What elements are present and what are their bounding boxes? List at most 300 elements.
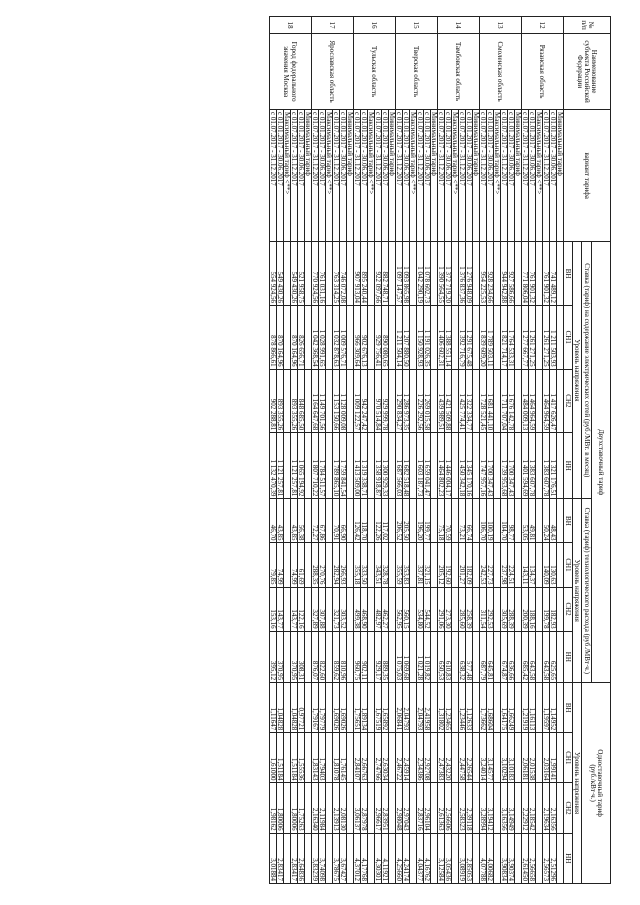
header-tech bbox=[582, 499, 592, 683]
tariff-value: 2,92708 bbox=[424, 733, 431, 783]
tariff-value: 370,95 bbox=[291, 631, 298, 683]
tariff-value: 1 207 880,50 bbox=[403, 305, 410, 369]
region-name: Тамбовская область bbox=[438, 34, 480, 110]
tariff-variant: с 01.07.2017 - 31.12.2017 bbox=[333, 110, 340, 242]
table-row bbox=[361, 17, 368, 884]
tariff-variant: Минимальный тариф bbox=[473, 110, 480, 242]
tariff-value: 1 383 607,78 bbox=[529, 433, 536, 499]
tariff-value: 1,55536 bbox=[298, 733, 305, 783]
tariff-value: 2,83716 bbox=[417, 783, 424, 833]
region-name: Ярославская область bbox=[312, 34, 354, 110]
tariff-value: 199,78 bbox=[543, 587, 550, 631]
tariff-value: 1,98162 bbox=[270, 783, 277, 833]
table-row bbox=[487, 17, 494, 884]
tariff-value: 291,06 bbox=[438, 587, 445, 631]
tariff-value: 638,32 bbox=[459, 631, 466, 683]
tariff-value: 327,89 bbox=[312, 587, 319, 631]
table-row bbox=[452, 17, 459, 884]
tariff-value: 1 149 701,56 bbox=[319, 369, 326, 433]
tariff-value: 308,31 bbox=[298, 631, 305, 683]
tariff-value: 1 093 865,98 bbox=[403, 242, 410, 306]
tariff-value: 1 153 150,66 bbox=[333, 369, 340, 433]
header-level-maint-1: СН1 bbox=[564, 305, 573, 369]
tariff-value: 182,09 bbox=[466, 543, 473, 587]
tariff-value: 1 097 147,57 bbox=[396, 242, 403, 306]
tariff-variant: с 01.01.2017 - 30.06.2017 bbox=[529, 110, 536, 242]
tariff-value: 66,74 bbox=[466, 499, 473, 543]
region-number: 12 bbox=[522, 17, 564, 34]
tariff-value: 1,83143 bbox=[312, 733, 319, 783]
tariff-value: 1 446 004,17 bbox=[445, 433, 452, 499]
tariff-value: 687,79 bbox=[480, 631, 487, 683]
region-name: Тверская область bbox=[396, 34, 438, 110]
tariff-value: 3,90374 bbox=[508, 833, 515, 883]
tariff-value: 1 839 609,20 bbox=[480, 305, 487, 369]
tariff-variant: Максимальный тариф <**> bbox=[494, 110, 501, 242]
tariff-value: 288,35 bbox=[312, 543, 319, 587]
tariff-variant: с 01.01.2017 - 30.06.2017 bbox=[298, 110, 305, 242]
table-row bbox=[550, 17, 557, 884]
tariff-value: 1,80006 bbox=[277, 783, 284, 833]
tariff-variant: Минимальный тариф bbox=[557, 110, 564, 242]
table-row bbox=[340, 17, 347, 884]
tariff-value: 1 417 626,47 bbox=[550, 369, 557, 433]
table-row bbox=[536, 17, 543, 884]
tariff-value: 140,09 bbox=[543, 543, 550, 587]
tariff-value: 2,13913 bbox=[333, 783, 340, 833]
tariff-value: 1,79779 bbox=[319, 683, 326, 733]
tariff-value: 343,51 bbox=[375, 543, 382, 587]
tariff-value: 1 065 194,92 bbox=[298, 433, 305, 499]
tariff-value: 1 191 026,35 bbox=[424, 305, 431, 369]
tariff-value: 929 999,78 bbox=[382, 369, 389, 433]
tariff-value: 134,37 bbox=[529, 543, 536, 587]
tariff-value: 771 806,04 bbox=[522, 242, 529, 306]
tariff-variant: Максимальный тариф <**> bbox=[326, 110, 333, 242]
tariff-value: 1 747 957,16 bbox=[480, 433, 487, 499]
tariff-value: 2,83951 bbox=[382, 783, 389, 833]
tariff-value: 1 784 511,57 bbox=[319, 433, 326, 499]
tariff-value: 205,50 bbox=[403, 499, 410, 543]
tariff-value: 1 682 518,48 bbox=[403, 433, 410, 499]
tariff-variant: с 01.07.2017 - 31.12.2017 bbox=[291, 110, 298, 242]
tariff-variant: с 01.01.2017 - 30.06.2017 bbox=[403, 110, 410, 242]
tariff-value: 1 069,68 bbox=[403, 631, 410, 683]
tariff-value: 303,52 bbox=[340, 587, 347, 631]
tariff-value bbox=[557, 833, 564, 883]
tariff-value: 2,56606 bbox=[445, 783, 452, 833]
tariff-value: 227,73 bbox=[487, 543, 494, 587]
tariff-value: 70,59 bbox=[445, 499, 452, 543]
tariff-value: 355,18 bbox=[354, 543, 361, 587]
tariff-value: 499,38 bbox=[354, 587, 361, 631]
tariff-variant: с 01.01.2017 - 30.06.2017 bbox=[508, 110, 515, 242]
tariff-value: 534,80 bbox=[417, 587, 424, 631]
tariff-value: 1,51184 bbox=[277, 733, 284, 783]
tariff-value: 2,41958 bbox=[424, 683, 431, 733]
tariff-variant: Минимальный тариф bbox=[515, 110, 522, 242]
tariff-variant: с 01.07.2017 - 31.12.2017 bbox=[438, 110, 445, 242]
tariff-value: 1 269 015,58 bbox=[424, 369, 431, 433]
tariff-value: 1,66249 bbox=[508, 683, 515, 733]
tariff-value bbox=[557, 369, 564, 433]
tariff-value: 1,81078 bbox=[333, 733, 340, 783]
tariff-value: 126,42 bbox=[354, 499, 361, 543]
tariff-value: 2,01538 bbox=[529, 733, 536, 783]
tariff-value bbox=[557, 499, 564, 543]
tariff-value: 2,96617 bbox=[375, 783, 382, 833]
tariff-value: 929 756,41 bbox=[375, 305, 382, 369]
tariff-value: 205,12 bbox=[438, 543, 445, 587]
tariff-value: 1 276 948,09 bbox=[466, 242, 473, 306]
header-single bbox=[582, 683, 611, 884]
tariff-value: 104,70 bbox=[501, 499, 508, 543]
header-tech-unit: (руб./МВт·ч.) bbox=[583, 633, 591, 674]
tariff-value: 928 234,66 bbox=[487, 242, 494, 306]
tariff-value: 3,10294 bbox=[501, 733, 508, 783]
tariff-value: 685,42 bbox=[522, 631, 529, 683]
tariff-variant: с 01.01.2017 - 30.06.2017 bbox=[487, 110, 494, 242]
tariff-value: 1 789 503,11 bbox=[487, 305, 494, 369]
tariff-value: 3,12584 bbox=[438, 833, 445, 883]
tariff-value: 1,04828 bbox=[291, 683, 298, 733]
tariff-value: 902 288,81 bbox=[270, 369, 277, 433]
tariff-value: 3,24014 bbox=[480, 733, 487, 783]
tariff-value: 1,61000 bbox=[270, 733, 277, 783]
tariff-value: 761 031,16 bbox=[319, 242, 326, 306]
tariff-value: 2,83417 bbox=[291, 833, 298, 883]
tariff-value: 3,14949 bbox=[508, 783, 515, 833]
tariff-variant: с 01.07.2017 - 31.12.2017 bbox=[417, 110, 424, 242]
tariff-value: 130,63 bbox=[550, 543, 557, 587]
tariff-value: 1,16113 bbox=[529, 683, 536, 733]
tariff-value: 826 656,71 bbox=[298, 305, 305, 369]
tariff-value: 966 309,64 bbox=[354, 305, 361, 369]
tariff-value: 307,88 bbox=[319, 587, 326, 631]
header-level-single-2: СН2 bbox=[564, 783, 573, 833]
tariff-value: 4,00682 bbox=[487, 833, 494, 883]
header-level-single-1: СН1 bbox=[564, 733, 573, 783]
table-row bbox=[508, 17, 515, 884]
tariff-value: 643,58 bbox=[543, 631, 550, 683]
tariff-value: 1,69026 bbox=[333, 683, 340, 733]
tariff-value: 2,34386 bbox=[417, 733, 424, 783]
region-number: 16 bbox=[354, 17, 396, 34]
tariff-value: 1 028 991,65 bbox=[319, 305, 326, 369]
tariff-value: 118,70 bbox=[361, 499, 368, 543]
tariff-value: 305,69 bbox=[501, 587, 508, 631]
header-level-maint-2: СН2 bbox=[564, 369, 573, 433]
tariff-value: 643,58 bbox=[529, 631, 536, 683]
tariff-variant: с 01.01.2017 - 30.06.2017 bbox=[319, 110, 326, 242]
tariff-value: 763 314,25 bbox=[333, 242, 340, 306]
tariff-value: 1 421 509,88 bbox=[445, 369, 452, 433]
tariff-value: 1 439 989,51 bbox=[438, 369, 445, 433]
tariff-value: 72,27 bbox=[312, 499, 319, 543]
table-row bbox=[403, 17, 410, 884]
tariff-value: 882 748,71 bbox=[382, 242, 389, 306]
tariff-value: 1 821 714,17 bbox=[501, 305, 508, 369]
tariff-value: 1,51184 bbox=[291, 733, 298, 783]
tariff-value: 549 430,26 bbox=[277, 242, 284, 306]
tariff-value: 1 603 187,73 bbox=[417, 433, 424, 499]
tariff-variant: Максимальный тариф <**> bbox=[452, 110, 459, 242]
tariff-value: 1 300 929,33 bbox=[382, 433, 389, 499]
header-num: № п/п bbox=[564, 17, 611, 34]
tariff-value: 4,25660 bbox=[396, 833, 403, 883]
tariff-value: 117,02 bbox=[382, 499, 389, 543]
tariff-variant: Минимальный тариф bbox=[347, 110, 354, 242]
table-row bbox=[284, 17, 291, 884]
header-voltage-tech: Уровень напряжения bbox=[573, 499, 582, 683]
tariff-value: 1 078 602,73 bbox=[424, 242, 431, 306]
tariff-value: 770 924,56 bbox=[312, 242, 319, 306]
tariff-value: 560,15 bbox=[403, 587, 410, 631]
table-row bbox=[445, 17, 452, 884]
tariff-value: 258,39 bbox=[466, 587, 473, 631]
tariff-value: 549 430,26 bbox=[291, 242, 298, 306]
region-name: Смоленская область bbox=[480, 34, 522, 110]
tariff-value: 2,26544 bbox=[466, 733, 473, 783]
tariff-value: 1 450 342,18 bbox=[459, 433, 466, 499]
tariff-value: 143,11 bbox=[522, 543, 529, 587]
table-row bbox=[368, 17, 375, 884]
tariff-value: 1 021,28 bbox=[417, 631, 424, 683]
table-row bbox=[529, 17, 536, 884]
tariff-value bbox=[557, 733, 564, 783]
tariff-value: 43,85 bbox=[277, 499, 284, 543]
tariff-value: 2,56658 bbox=[529, 833, 536, 883]
tariff-value: 74,99 bbox=[291, 543, 298, 587]
tariff-value: 1 261 271,25 bbox=[543, 305, 550, 369]
tariff-value: 67,86 bbox=[319, 499, 326, 543]
tariff-variant: Минимальный тариф bbox=[389, 110, 396, 242]
tariff-value: 822,60 bbox=[319, 631, 326, 683]
tariff-value: 970 514,84 bbox=[375, 369, 382, 433]
header-level-tech-2: СН2 bbox=[564, 587, 573, 631]
tariff-value: 242,53 bbox=[480, 543, 487, 587]
tariff-variant: с 01.01.2017 - 30.06.2017 bbox=[361, 110, 368, 242]
tariff-variant: с 01.07.2017 - 31.12.2017 bbox=[270, 110, 277, 242]
tariff-value: 1,68604 bbox=[487, 683, 494, 733]
tariff-value: 74,99 bbox=[277, 543, 284, 587]
header-maintenance-title: Ставка (тариф) на содержание электрических сетей bbox=[583, 263, 591, 418]
tariff-variant: Минимальный тариф bbox=[305, 110, 312, 242]
tariff-value: 1 413 509,00 bbox=[354, 433, 361, 499]
tariff-value: 1 128 009,08 bbox=[340, 369, 347, 433]
table-row bbox=[375, 17, 382, 884]
tariff-value: 878 866,61 bbox=[270, 305, 277, 369]
tariff-value: 1 319 338,71 bbox=[361, 433, 368, 499]
region-number: 18 bbox=[270, 17, 312, 34]
tariff-variant: с 01.07.2017 - 31.12.2017 bbox=[501, 110, 508, 242]
table-row bbox=[382, 17, 389, 884]
tariff-variant: с 01.01.2017 - 30.06.2017 bbox=[382, 110, 389, 242]
tariff-variant: с 01.07.2017 - 31.12.2017 bbox=[312, 110, 319, 242]
tariff-value: 3,16356 bbox=[501, 783, 508, 833]
tariff-value: 870 164,96 bbox=[291, 305, 298, 369]
header-single-title: Одноставочный тариф bbox=[596, 749, 604, 817]
tariff-value: 1,64175 bbox=[501, 683, 508, 733]
tariff-variant: с 01.01.2017 - 30.06.2017 bbox=[466, 110, 473, 242]
header-two-part: Двухставочный тариф bbox=[592, 242, 611, 683]
tariff-value: 1 042 290,19 bbox=[417, 242, 424, 306]
tariff-value: 1 164 647,68 bbox=[312, 369, 319, 433]
tariff-value: 2,39118 bbox=[466, 783, 473, 833]
tariff-value: 876,07 bbox=[312, 631, 319, 683]
tariff-value: 2,74766 bbox=[375, 733, 382, 783]
tariff-value: 4,24174 bbox=[403, 833, 410, 883]
tariff-value: 1,21919 bbox=[522, 683, 529, 733]
tariff-value: 1 322 334,77 bbox=[466, 369, 473, 433]
tariff-value: 292,53 bbox=[487, 587, 494, 631]
tariff-value: 870 164,96 bbox=[277, 305, 284, 369]
region-number: 15 bbox=[396, 17, 438, 34]
tariff-value: 66,90 bbox=[340, 499, 347, 543]
rotated-tariff-table-container bbox=[39, 16, 611, 884]
tariff-value: 3,01884 bbox=[270, 833, 277, 883]
tariff-value: 1 211 504,14 bbox=[396, 305, 403, 369]
tariff-value: 1 711 707,04 bbox=[501, 369, 508, 433]
tariff-variant: Максимальный тариф <**> bbox=[410, 110, 417, 242]
table-row bbox=[438, 17, 445, 884]
table-row bbox=[459, 17, 466, 884]
tariff-value: 468,90 bbox=[361, 587, 368, 631]
tariff-value: 2,06181 bbox=[522, 733, 529, 783]
tariff-value: 1 425 774,41 bbox=[459, 369, 466, 433]
tariff-value: 1 464 802,23 bbox=[438, 433, 445, 499]
tariff-value: 1 700 347,43 bbox=[487, 433, 494, 499]
region-number: 14 bbox=[438, 17, 480, 34]
table-row bbox=[410, 17, 417, 884]
region-name: Рязанская область bbox=[522, 34, 564, 110]
table-row bbox=[431, 17, 438, 884]
tariff-value: 2,96104 bbox=[424, 783, 431, 833]
tariff-value bbox=[557, 242, 564, 306]
tariff-value: 4,07788 bbox=[480, 833, 487, 883]
tariff-variant: Максимальный тариф <**> bbox=[536, 110, 543, 242]
tariff-value: 577,48 bbox=[466, 631, 473, 683]
region-number: 17 bbox=[312, 17, 354, 34]
tariff-value: 1,23465 bbox=[445, 683, 452, 733]
table-row bbox=[494, 17, 501, 884]
tariff-value: 3,08919 bbox=[459, 833, 466, 883]
header-level-maint-0: ВН bbox=[564, 242, 573, 306]
tariff-value: 929,17 bbox=[375, 631, 382, 683]
tariff-value bbox=[557, 433, 564, 499]
tariff-value: 2,16340 bbox=[312, 783, 319, 833]
tariff-value: 1 277 667,77 bbox=[522, 305, 529, 369]
table-row bbox=[522, 17, 529, 884]
tariff-value: 199,77 bbox=[424, 499, 431, 543]
tariff-value: 2,06841 bbox=[396, 683, 403, 733]
table-row bbox=[515, 17, 522, 884]
header-region: Наименование субъекта Российской Федерации bbox=[564, 34, 611, 110]
table-row bbox=[326, 17, 333, 884]
table-row bbox=[277, 17, 284, 884]
tariff-variant: с 01.07.2017 - 31.12.2017 bbox=[396, 110, 403, 242]
tariff-value: 3,19412 bbox=[487, 783, 494, 833]
tariff-value: 4,30301 bbox=[375, 833, 382, 883]
tariff-value: 1 739 953,68 bbox=[501, 433, 508, 499]
tariff-value bbox=[557, 631, 564, 683]
tariff-value: 1 789 865,10 bbox=[333, 433, 340, 499]
tariff-variant: с 01.07.2017 - 31.12.2017 bbox=[354, 110, 361, 242]
tariff-value: 188,16 bbox=[529, 587, 536, 631]
header-variant: вариант тарифа bbox=[564, 110, 611, 242]
tariff-value: 237,98 bbox=[501, 543, 508, 587]
tariff-value: 1 121 257,81 bbox=[291, 433, 298, 499]
tariff-value: 1,75651 bbox=[354, 683, 361, 733]
tariff-value: 1 376 837,36 bbox=[459, 242, 466, 306]
tariff-value: 4,37012 bbox=[354, 833, 361, 883]
tariff-value: 1,04828 bbox=[277, 683, 284, 733]
tariff-value: 1 075,03 bbox=[396, 631, 403, 683]
tariff-value: 1 700 347,43 bbox=[508, 433, 515, 499]
tariff-value bbox=[557, 305, 564, 369]
tariff-value: 3,74098 bbox=[319, 833, 326, 883]
tariff-value: 1,11647 bbox=[270, 683, 277, 733]
tariff-value: 1 383 607,78 bbox=[543, 433, 550, 499]
region-name: Тульская область bbox=[354, 34, 396, 110]
table-row bbox=[473, 17, 480, 884]
tariff-value: 192,60 bbox=[445, 543, 452, 587]
tariff-value: 893 355,26 bbox=[277, 369, 284, 433]
tariff-value: 2,19634 bbox=[543, 783, 550, 833]
tariff-value: 1 764 533,31 bbox=[508, 305, 515, 369]
tariff-variant: Минимальный тариф bbox=[431, 110, 438, 242]
tariff-value: 1 807 710,22 bbox=[312, 433, 319, 499]
tariff-value: 1 392 716,79 bbox=[459, 305, 466, 369]
header-maintenance-unit: (руб./МВт. в месяц) bbox=[583, 418, 591, 478]
tariff-value: 48,43 bbox=[550, 499, 557, 543]
tariff-variant: с 01.07.2017 - 31.12.2017 bbox=[459, 110, 466, 242]
tariff-variant: с 01.07.2017 - 31.12.2017 bbox=[375, 110, 382, 242]
tariff-value: 1 358 918,87 bbox=[375, 433, 382, 499]
tariff-value: 3,06137 bbox=[354, 783, 361, 833]
table-row bbox=[347, 17, 354, 884]
table-row bbox=[270, 17, 277, 884]
tariff-value: 462,27 bbox=[382, 587, 389, 631]
tariff-value: 355,59 bbox=[396, 543, 403, 587]
tariff-value: 610,83 bbox=[445, 631, 452, 683]
tariff-value: 1,99141 bbox=[550, 733, 557, 783]
tariff-value: 321,15 bbox=[424, 543, 431, 587]
table-row bbox=[305, 17, 312, 884]
tariff-value: 333,50 bbox=[361, 543, 368, 587]
tariff-value: 2,11984 bbox=[319, 783, 326, 833]
tariff-variant: Максимальный тариф <**> bbox=[284, 110, 291, 242]
tariff-value: 2,03164 bbox=[543, 733, 550, 783]
tariff-value: 1,79403 bbox=[319, 733, 326, 783]
tariff-value: 746 072,08 bbox=[340, 242, 347, 306]
tariff-value: 321,73 bbox=[333, 587, 340, 631]
tariff-value: 4,17768 bbox=[361, 833, 368, 883]
table-row bbox=[466, 17, 473, 884]
tariff-value: 49,81 bbox=[529, 499, 536, 543]
tariff-value: 2,97043 bbox=[403, 783, 410, 833]
tariff-value: 3,10183 bbox=[508, 733, 515, 783]
header-level-tech-1: СН1 bbox=[564, 543, 573, 587]
tariff-value: 895 240,44 bbox=[361, 242, 368, 306]
tariff-value: 0,97721 bbox=[298, 683, 305, 733]
tariff-value: 1,79167 bbox=[312, 683, 319, 733]
tariff-value: 1 226 292,56 bbox=[417, 369, 424, 433]
tariff-variant: с 01.01.2017 - 30.06.2017 bbox=[445, 110, 452, 242]
tariff-value: 122,16 bbox=[298, 587, 305, 631]
tariff-value: 2,45914 bbox=[403, 733, 410, 783]
tariff-value: 206,52 bbox=[396, 499, 403, 543]
